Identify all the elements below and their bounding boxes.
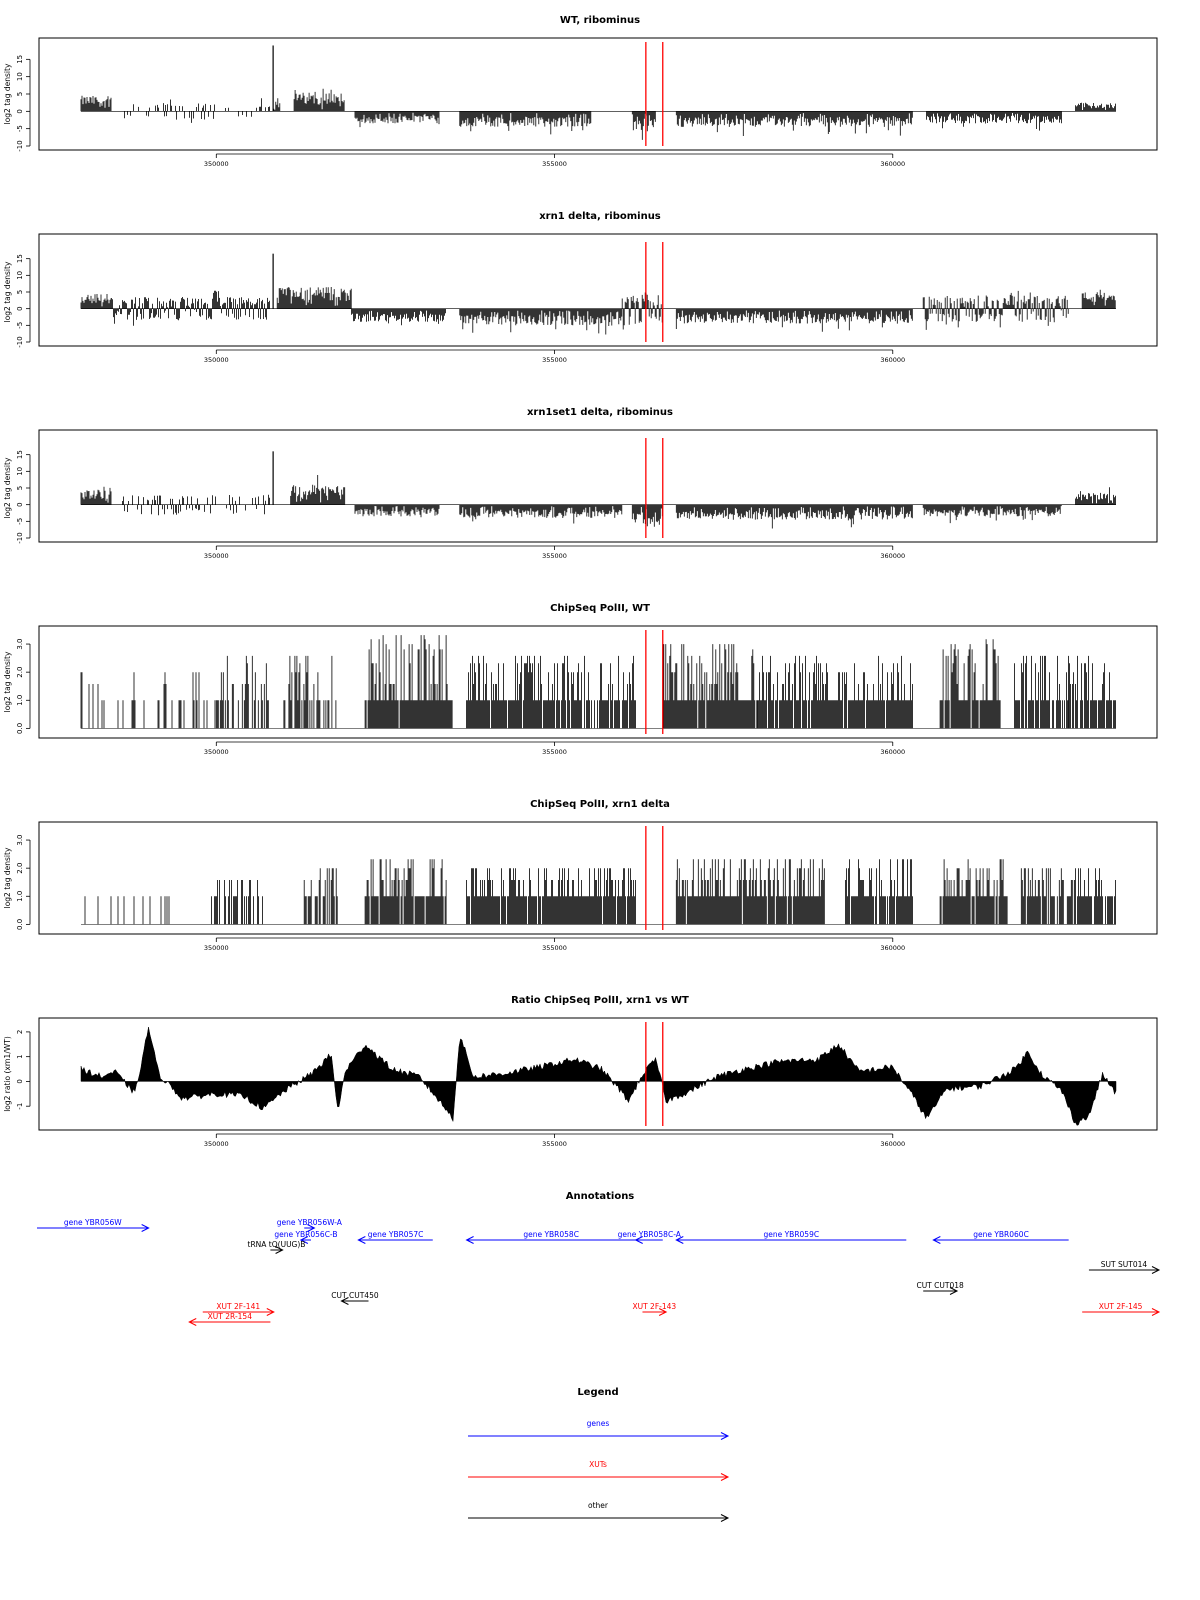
- x-tick-label: 355000: [542, 1140, 567, 1148]
- feature-label: CUT CUT018: [916, 1281, 964, 1290]
- plot-frame: [39, 430, 1157, 542]
- y-tick-label: 2.0: [16, 666, 24, 678]
- x-tick-label: 360000: [880, 944, 906, 952]
- signal-bars: [85, 859, 1115, 924]
- panel-3: [3, 407, 1157, 560]
- feature-gene-ybr058c: [467, 1230, 636, 1244]
- panel-title: WT, ribominus: [559, 15, 641, 26]
- panel-title: Ratio ChipSeq PolII, xrn1 vs WT: [511, 995, 689, 1006]
- feature-gene-ybr059c: [676, 1230, 906, 1244]
- legend-label: XUTs: [589, 1460, 607, 1469]
- feature-cut-cut018: [916, 1281, 964, 1295]
- y-axis-label: log2 tag density: [3, 261, 12, 323]
- signal-bars: [81, 89, 1115, 140]
- signal-bars: [81, 287, 1115, 335]
- feature-label: gene YBR056W: [63, 1218, 122, 1227]
- feature-gene-ybr058c-a: [618, 1230, 682, 1244]
- x-tick-label: 350000: [203, 1140, 229, 1148]
- x-tick-label: 360000: [880, 552, 906, 560]
- data-marks: [81, 254, 1116, 335]
- signal-bars: [81, 635, 1116, 728]
- feature-label: XUT 2F-145: [1098, 1302, 1143, 1311]
- y-tick-label: 2.0: [16, 862, 24, 874]
- feature-label: XUT 2F-143: [632, 1302, 677, 1311]
- y-tick-label: 15: [16, 54, 24, 64]
- signal-bars: [81, 475, 1115, 529]
- y-tick-label: -10: [16, 532, 24, 544]
- y-tick-label: 0: [16, 1079, 24, 1084]
- y-tick-label: 0: [16, 306, 24, 311]
- y-tick-label: 0: [16, 502, 24, 507]
- y-tick-label: 1: [16, 1054, 24, 1059]
- panel-title: xrn1 delta, ribominus: [539, 211, 661, 222]
- feature-xut-2r-154: [189, 1312, 270, 1326]
- data-marks: [81, 45, 1116, 139]
- x-tick-label: 350000: [203, 160, 229, 168]
- feature-trna-tq-uug-b: [248, 1240, 306, 1254]
- y-tick-label: -10: [16, 336, 24, 348]
- legend-item-genes: [468, 1419, 728, 1440]
- panel-5: [3, 799, 1157, 952]
- feature-label: gene YBR058C: [523, 1230, 579, 1239]
- y-tick-label: -5: [16, 125, 24, 133]
- feature-gene-ybr057c: [358, 1230, 432, 1244]
- y-axis-label: log2 tag density: [3, 651, 12, 713]
- y-tick-label: 10: [16, 466, 24, 476]
- y-tick-label: 15: [16, 254, 24, 264]
- feature-xut-2f-143: [632, 1302, 676, 1316]
- x-tick-label: 360000: [880, 1140, 906, 1148]
- feature-label: XUT 2R-154: [207, 1312, 252, 1321]
- x-tick-label: 360000: [880, 748, 906, 756]
- annotations-title: Annotations: [565, 1191, 635, 1202]
- y-axis-label: log2 tag density: [3, 63, 12, 125]
- y-tick-label: -1: [16, 1102, 24, 1110]
- y-tick-label: 3.0: [16, 638, 24, 650]
- feature-gene-ybr056w: [37, 1218, 149, 1232]
- feature-label: gene YBR059C: [763, 1230, 820, 1239]
- x-tick-label: 360000: [880, 160, 906, 168]
- feature-cut-cut450: [331, 1291, 379, 1305]
- legend-item-other: [468, 1501, 728, 1522]
- x-tick-label: 350000: [203, 356, 229, 364]
- feature-label: gene YBR056C-B: [274, 1230, 338, 1239]
- panel-2: [3, 211, 1157, 364]
- panel-title: ChipSeq PolII, xrn1 delta: [530, 799, 670, 810]
- y-tick-label: -5: [16, 321, 24, 329]
- y-axis-label: log2 tag density: [3, 847, 12, 909]
- legend-item-xuts: [468, 1460, 728, 1481]
- feature-label: gene YBR056W-A: [276, 1218, 342, 1227]
- x-tick-label: 350000: [203, 944, 229, 952]
- y-tick-label: 1.0: [16, 890, 24, 902]
- legend-label: other: [588, 1501, 608, 1510]
- y-axis-label: log2 tag density: [3, 457, 12, 519]
- y-tick-label: -10: [16, 140, 24, 152]
- feature-label: gene YBR057C: [367, 1230, 424, 1239]
- y-tick-label: 10: [16, 270, 24, 280]
- feature-gene-ybr060c: [933, 1230, 1068, 1244]
- feature-label: tRNA tQ(UUG)B: [247, 1240, 306, 1249]
- y-tick-label: 0.0: [16, 918, 24, 930]
- feature-label: gene YBR058C-A: [617, 1230, 681, 1239]
- data-marks: [81, 451, 1116, 528]
- data-marks: [81, 1027, 1116, 1125]
- legend-panel: [468, 1387, 728, 1522]
- x-tick-label: 350000: [203, 748, 229, 756]
- feature-label: SUT SUT014: [1100, 1260, 1148, 1269]
- y-tick-label: -5: [16, 517, 24, 525]
- plot-frame: [39, 38, 1157, 150]
- y-tick-label: 5: [16, 91, 24, 97]
- panel-4: [3, 603, 1157, 756]
- plot-frame: [39, 234, 1157, 346]
- annotations-panel: [37, 1191, 1159, 1326]
- y-tick-label: 1.0: [16, 694, 24, 706]
- x-tick-label: 360000: [880, 356, 906, 364]
- y-tick-label: 5: [16, 485, 24, 491]
- feature-label: CUT CUT450: [331, 1291, 379, 1300]
- panel-title: xrn1set1 delta, ribominus: [526, 407, 674, 418]
- panel-1: [3, 15, 1157, 168]
- y-tick-label: 15: [16, 450, 24, 460]
- feature-label: gene YBR060C: [973, 1230, 1029, 1239]
- panel-6: [3, 995, 1157, 1148]
- y-tick-label: 10: [16, 72, 24, 82]
- feature-xut-2f-145: [1082, 1302, 1159, 1316]
- data-marks: [81, 859, 1116, 924]
- ratio-area: [81, 1027, 1116, 1125]
- legend-label: genes: [586, 1419, 610, 1428]
- x-tick-label: 355000: [542, 356, 567, 364]
- feature-sut-sut014: [1089, 1260, 1159, 1274]
- x-tick-label: 355000: [542, 552, 567, 560]
- y-tick-label: 2: [16, 1029, 24, 1035]
- x-tick-label: 355000: [542, 944, 567, 952]
- x-tick-label: 355000: [542, 160, 567, 168]
- y-tick-label: 5: [16, 289, 24, 295]
- x-tick-label: 350000: [203, 552, 229, 560]
- y-tick-label: 0: [16, 109, 24, 114]
- legend-title: Legend: [577, 1387, 619, 1398]
- x-tick-label: 355000: [542, 748, 567, 756]
- y-tick-label: 3.0: [16, 834, 24, 846]
- feature-label: XUT 2F-141: [216, 1302, 261, 1311]
- y-tick-label: 0.0: [16, 722, 24, 734]
- data-marks: [81, 635, 1116, 728]
- y-axis-label: log2 ratio (xrn1/WT): [3, 1036, 12, 1112]
- panel-title: ChipSeq PolII, WT: [550, 603, 650, 614]
